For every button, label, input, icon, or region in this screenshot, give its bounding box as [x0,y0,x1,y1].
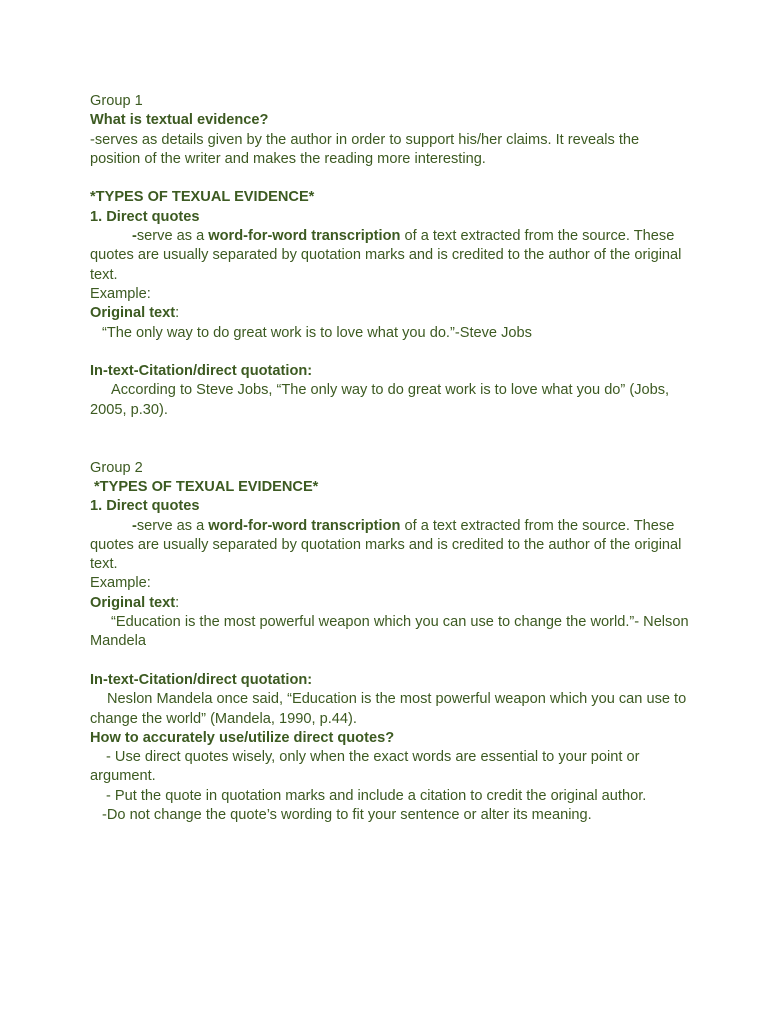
spacer [90,420,690,459]
tip-item [90,787,690,806]
quote-text: “The only way to do great work is to love what you do.”-Steve Jobs [102,324,532,341]
desc-post: of a text extracted from the source. These quotes are usually separated by quotation marks and is credited to the author of the original text. [90,228,686,283]
group-1-label: Group 1 [90,93,143,109]
desc-pre: serve as a [136,517,209,534]
group-1-citation-heading: In-text-Citation/direct quotation: [90,363,313,380]
spacer [90,343,690,362]
dash: - [132,228,137,245]
citation-text: Neslon Mandela once said, “Education is the most powerful weapon which you can use to change the world” (Mandela, 1990, p.44). [90,691,691,727]
group-2-citation-heading: In-text-Citation/direct quotation: [90,671,313,688]
tip-text: - Put the quote in quotation marks and include a citation to credit the original author. [106,787,647,804]
group-1-original-text-label [90,304,690,323]
desc-post: of a text extracted from the source. These quotes are usually separated by quotation marks and is credited to the author of the original text. [90,517,686,573]
desc-bold: word-for-word transcription [208,228,401,245]
types-heading-text: *TYPES OF TEXUAL EVIDENCE* [94,478,319,495]
group-1-direct-quotes-description [90,227,690,285]
tip-item [90,748,690,787]
group-2-original-text-label [90,594,690,613]
spacer [90,652,690,671]
document-page [90,92,693,825]
quote-text: “Education is the most powerful weapon which you can use to change the world.”- Nelson Mandela [90,614,693,650]
group-1-example-label: Example: [90,285,151,302]
colon: : [175,305,180,322]
group-2-citation-text [90,690,690,729]
group-2-example-label: Example: [90,575,151,592]
desc-pre: serve as a [136,228,209,245]
group-2-how-to-heading: How to accurately use/utilize direct quotes? [90,729,395,746]
group-2-original-quote [90,613,693,652]
group-2-label: Group 2 [90,459,143,476]
group-1-types-heading: *TYPES OF TEXUAL EVIDENCE* [90,189,315,206]
dash: - [132,517,137,534]
original-label: Original text [90,594,176,611]
group-2-direct-quotes-description [90,517,690,575]
original-label: Original text [90,305,176,322]
group-1-direct-quotes-heading: 1. Direct quotes [90,208,200,225]
group-2-types-heading [90,478,690,497]
tip-text: - Use direct quotes wisely, only when the exact words are essential to your point or argument. [90,749,644,785]
citation-text: According to Steve Jobs, “The only way to do great work is to love what you do” (Jobs, 2005, p.30). [90,382,674,418]
tip-text: -Do not change the quote’s wording to fit your sentence or alter its meaning. [102,806,592,823]
group-2-direct-quotes-heading: 1. Direct quotes [90,498,200,515]
group-1-citation-text [90,381,690,420]
group-1-question: What is textual evidence? [90,112,269,129]
spacer [90,169,690,188]
colon: : [175,594,180,611]
group-1-original-quote [90,324,690,343]
desc-bold: word-for-word transcription [208,517,401,534]
group-1-definition: -serves as details given by the author in order to support his/her claims. It reveals the position of the writer and makes the reading more interesting. [90,131,644,167]
tip-item [90,806,690,825]
